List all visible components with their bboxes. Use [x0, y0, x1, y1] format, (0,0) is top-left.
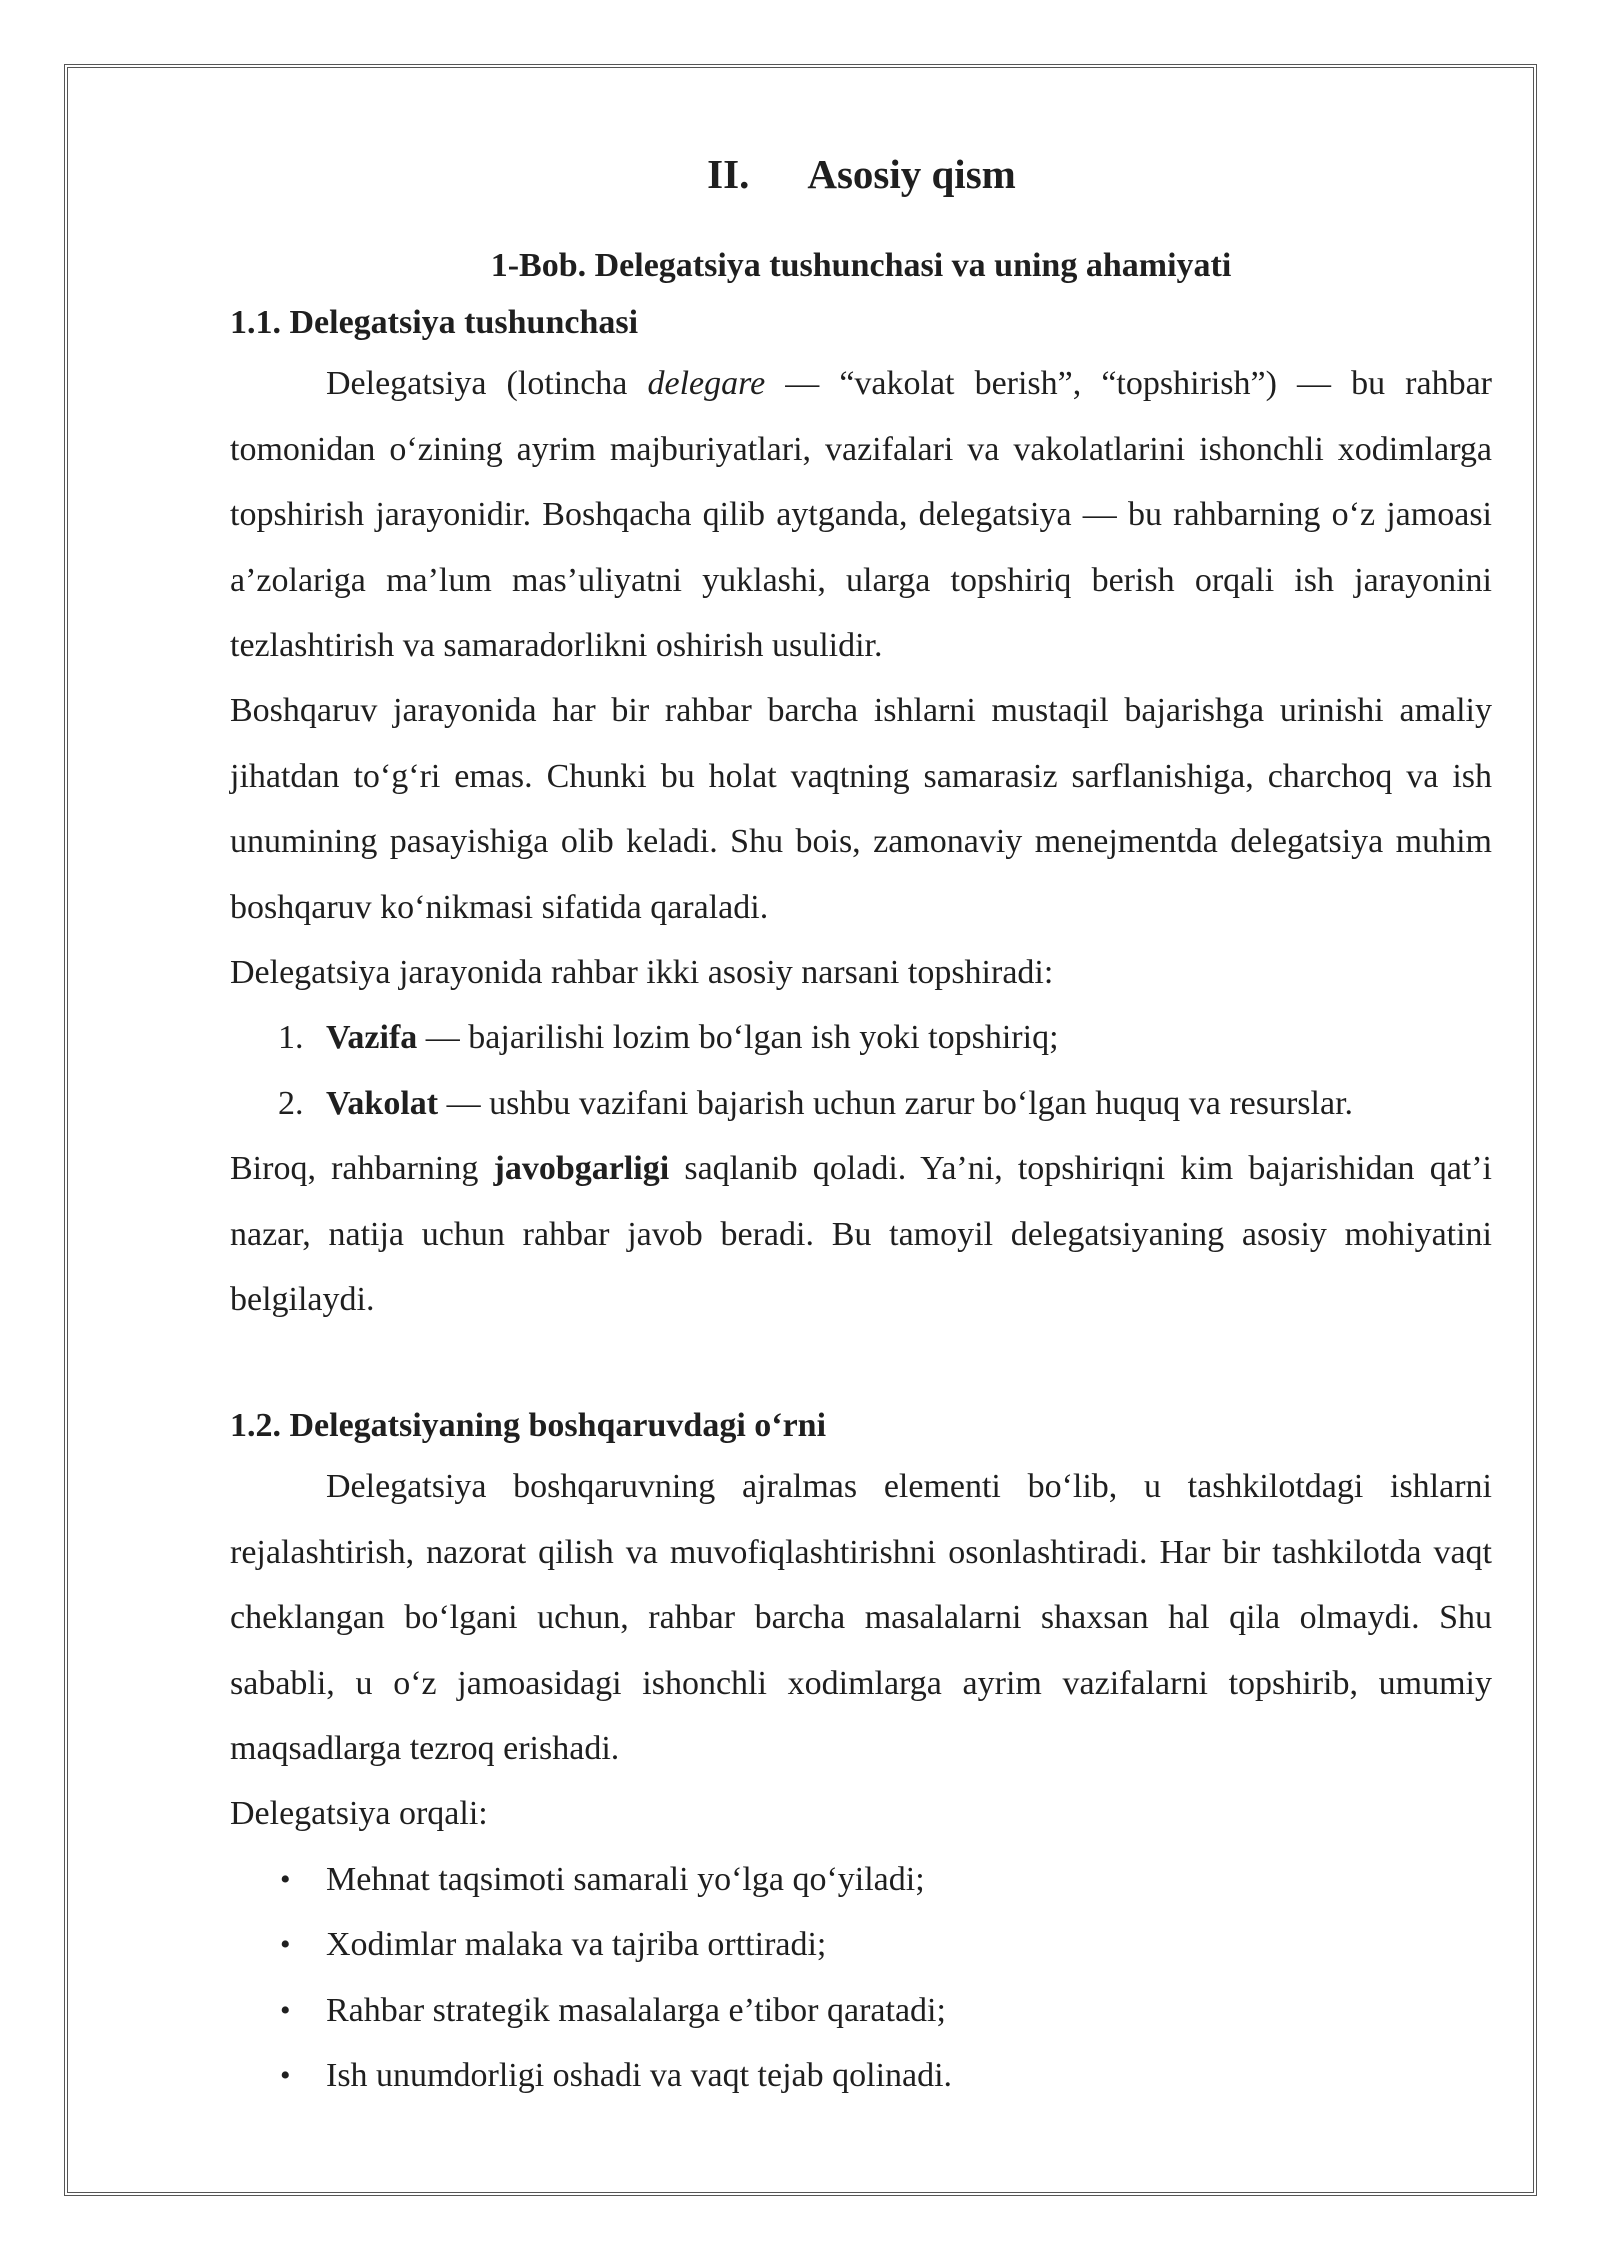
list-item	[230, 1912, 1492, 1977]
bullet-icon: •	[280, 1993, 291, 2027]
document-page	[230, 148, 1492, 2108]
list-item	[230, 1978, 1492, 2043]
list-item	[230, 1005, 1492, 1070]
list-text: — bajarilishi lozim bo‘lgan ish yoki topshiriq;	[417, 1019, 1059, 1057]
list-text: Rahbar strategik masalalarga e’tibor qaratadi;	[326, 1991, 946, 2029]
list-number: 2.	[278, 1084, 304, 1122]
spacer	[230, 1332, 1492, 1397]
bold-term: javobgarligi	[493, 1150, 670, 1188]
list-text: Mehnat taqsimoti samarali yo‘lga qo‘yiladi;	[326, 1860, 925, 1898]
list-term: Vakolat	[326, 1084, 439, 1122]
latin-term: delegare	[647, 365, 766, 403]
chapter-title: Asosiy qism	[807, 151, 1016, 197]
text-run: — “vakolat berish”, “topshirish”) — bu rahbar tomonidan o‘zining ayrim majburiyatlari, vazifalari va vakolatlarini ishonchli xodimlarga topshirish jarayonidir. Boshqacha qilib aytganda, delegatsiya — bu rahbarning o‘z jamoasi a’zolariga ma’lum mas’uliyatni yuklashi, ularga topshiriq berish orqali ish jarayonini tezlashtirish va samaradorlikni oshirish usulidir.	[230, 365, 1492, 664]
bullet-icon: •	[280, 2059, 291, 2093]
list-text: — ushbu vazifani bajarish uchun zarur bo‘lgan huquq va resurslar.	[438, 1084, 1354, 1122]
list-item	[230, 2043, 1492, 2108]
text-run: Biroq, rahbarning	[230, 1150, 494, 1188]
bullet-list	[230, 1847, 1492, 2109]
paragraph-management: Boshqaruv jarayonida har bir rahbar barcha ishlarni mustaqil bajarishga urinishi amaliy jihatdan to‘g‘ri emas. Chunki bu holat vaqtning samarasiz sarflanishiga, charchoq va ish unumining pasayishiga olib keladi. Shu bois, zamonaviy menejmentda delegatsiya muhim boshqaruv ko‘nikmasi sifatida qaraladi.	[230, 692, 1492, 926]
list-text: Xodimlar malaka va tajriba orttiradi;	[326, 1926, 827, 1964]
chapter-heading	[230, 148, 1492, 201]
paragraph-bullets-intro: Delegatsiya orqali:	[230, 1795, 488, 1833]
text-run: saqlanib qoladi. Ya’ni, topshiriqni kim bajarishidan qat’i nazar, natija uchun rahbar javob beradi. Bu tamoyil delegatsiyaning asosiy mohiyatini belgilaydi.	[230, 1150, 1492, 1318]
subsection-title-1-1: 1.1. Delegatsiya tushunchasi	[230, 304, 639, 342]
section-title: 1-Bob. Delegatsiya tushunchasi va uning ahamiyati	[490, 247, 1232, 285]
paragraph-role: Delegatsiya boshqaruvning ajralmas elementi bo‘lib, u tashkilotdagi ishlarni rejalashtirish, nazorat qilish va muvofiqlashtirishni osonlashtiradi. Har bir tashkilotda vaqt cheklangan bo‘lgani uchun, rahbar barcha masalalarni shaxsan hal qila olmaydi. Shu sababli, u o‘z jamoasidagi ishonchli xodimlarga ayrim vazifalarni topshirib, umumiy maqsadlarga tezroq erishadi.	[230, 1468, 1492, 1768]
bullet-icon: •	[280, 1928, 291, 1962]
bullet-icon: •	[280, 1862, 291, 1896]
list-item	[230, 1071, 1492, 1136]
subsection-title-1-2: 1.2. Delegatsiyaning boshqaruvdagi o‘rni	[230, 1407, 827, 1445]
list-text: Ish unumdorligi oshadi va vaqt tejab qolinadi.	[326, 2057, 953, 2095]
list-item	[230, 1847, 1492, 1912]
paragraph-list-intro: Delegatsiya jarayonida rahbar ikki asosiy narsani topshiradi:	[230, 953, 1054, 991]
numbered-list	[230, 1005, 1492, 1136]
text-run: Delegatsiya (lotincha	[326, 365, 648, 403]
list-number: 1.	[278, 1019, 304, 1057]
list-term: Vazifa	[326, 1019, 418, 1057]
paragraph-responsibility	[230, 1136, 1492, 1332]
paragraph-definition	[230, 351, 1492, 678]
chapter-number: II.	[707, 151, 750, 197]
